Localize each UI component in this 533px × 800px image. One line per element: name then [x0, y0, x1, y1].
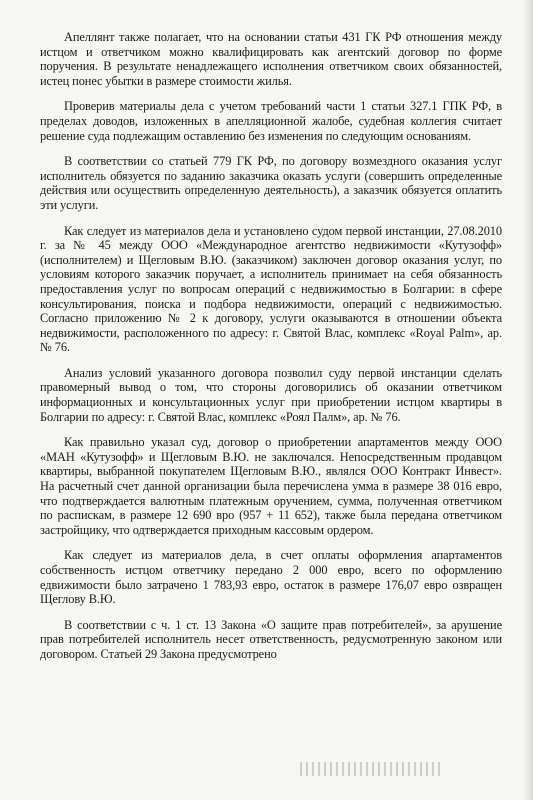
scan-artifact [300, 762, 440, 776]
paragraph-court-review: Проверив материалы дела с учетом требований части 1 статьи 327.1 ГПК РФ, в пределах доводов, изложенных в апелляционной жалобе, судебная коллегия считает решение суда подлежащим оставлению без изменения по следующим основаниям. [40, 99, 502, 143]
document-body [40, 30, 502, 672]
paragraph-appellant-claim: Апеллянт также полагает, что на основании статьи 431 ГК РФ отношения между истцом и ответчиком можно квалифицировать как агентский договор по форме поручения. В результате ненадлежащего исполнения ответчиком своих обязанностей, истец понес убытки в размере стоимости жилья. [40, 30, 502, 88]
paragraph-article-779: В соответствии со статьей 779 ГК РФ, по договору возмездного оказания услуг исполнитель обязуется по заданию заказчика оказать услуги (совершить определенные действия или осуществить определенную деятельность), а заказчик обязуется оплатить эти услуги. [40, 154, 502, 212]
page-edge-shadow [523, 0, 533, 800]
paragraph-contract-facts: Как следует из материалов дела и установлено судом первой инстанции, 27.08.2010 г. за № 45 между ООО «Международное агентство недвижимости «Кутузофф» (исполнителем) и Щегловым В.Ю. (заказчиком) заключен договор оказания услуг, по условиям которого заказчик поручает, а исполнитель принимает на себя обязанность предоставления услуг по вопросам операций с недвижимостью в Болгарии: в сфере консультирования, поиска и подбора недвижимости, операций с недвижимостью. Согласно приложению № 2 к договору, услуги оказываются в отношении объекта недвижимости, расположенного по адресу: г. Святой Влас, комплекс «Royal Palm», ap. № 76. [40, 223, 502, 355]
paragraph-consumer-law: В соответствии с ч. 1 ст. 13 Закона «О защите прав потребителей», за арушение прав потребителей исполнитель несет ответственность, редусмотренную законом или договором. Статьей 29 Закона предусмотрено [40, 617, 502, 661]
paragraph-purchase-details: Как правильно указал суд, договор о приобретении апартаментов между ООО «МАН «Кутузофф» и Щегловым В.Ю. не заключался. Непосредственным продавцом квартиры, выбранной покупателем Щегловым В.Ю., являлся ООО Контракт Инвест». На расчетный счет данной организации была перечислена умма в размере 38 016 евро, что подтверждается валютным платежным оручением, сумма, полученная ответчиком по распискам, в размере 12 690 вро (957 + 11 652), также была передана ответчиком застройщику, что одтверждается приходным кассовым ордером. [40, 435, 502, 537]
paragraph-contract-analysis: Анализ условий указанного договора позволил суду первой инстанции сделать правомерный вывод о том, что стороны договорились об оказании ответчиком информационных и консультационных услуг при приобретении истцом квартиры в Болгарии по адресу: г. Святой Влас, комплекс «Роял Палм», ap. № 76. [40, 365, 502, 424]
paragraph-payment-details: Как следует из материалов дела, в счет оплаты оформления апартаментов собственность истцом ответчику передано 2 000 евро, всего по оформлению едвижимости было затрачено 1 783,93 евро, остаток в размере 176,07 евро озвращен Щеглову В.Ю. [40, 548, 502, 607]
